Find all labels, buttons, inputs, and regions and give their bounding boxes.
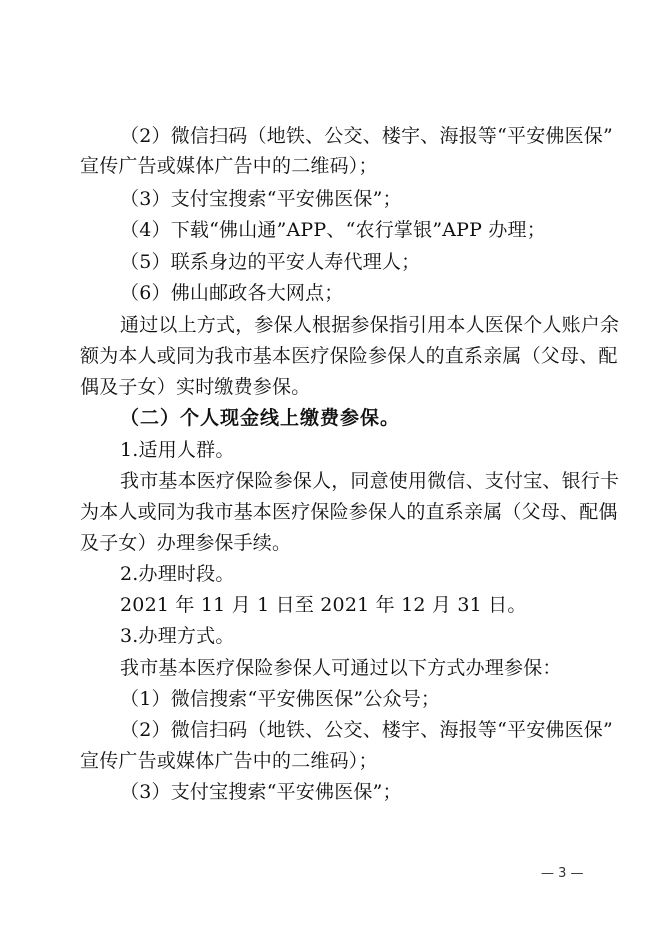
paragraph-line: （4）下载“佛山通”APP、“农行掌银”APP 办理；	[120, 219, 546, 241]
paragraph-line: 2021 年 11 月 1 日至 2021 年 12 月 31 日。	[120, 594, 527, 616]
section-heading: （二）个人现金线上缴费参保。	[120, 407, 401, 429]
subheading: 3.办理方式。	[120, 625, 235, 647]
paragraph-line: 偶及子女）实时缴费参保。	[80, 376, 311, 398]
paragraph-line: （1）微信搜索“平安佛医保”公众号；	[120, 688, 441, 710]
subheading: 2.办理时段。	[120, 563, 235, 585]
paragraph-line: 通过以上方式，参保人根据参保指引用本人医保个人账户余	[120, 314, 620, 336]
paragraph-line: （5）联系身边的平安人寿代理人；	[120, 251, 421, 273]
paragraph-line: 宣传广告或媒体广告中的二维码）；	[80, 750, 378, 772]
paragraph-line: 我市基本医疗保险参保人可通过以下方式办理参保：	[120, 657, 562, 679]
paragraph-line: （3）支付宝搜索“平安佛医保”；	[120, 781, 402, 803]
paragraph-line: 为本人或同为我市基本医疗保险参保人的直系亲属（父母、配偶	[80, 501, 618, 523]
paragraph-line: 额为本人或同为我市基本医疗保险参保人的直系亲属（父母、配	[80, 345, 618, 367]
paragraph-line: （3）支付宝搜索“平安佛医保”；	[120, 188, 402, 210]
paragraph-line: （2）微信扫码（地铁、公交、楼宇、海报等“平安佛医保”	[120, 719, 613, 741]
paragraph-line: 我市基本医疗保险参保人，同意使用微信、支付宝、银行卡	[120, 470, 620, 492]
paragraph-line: （6）佛山邮政各大网点；	[120, 282, 344, 304]
subheading: 1.适用人群。	[120, 439, 235, 461]
paragraph-line: 及子女）办理参保手续。	[80, 532, 292, 554]
page-number: — 3 —	[541, 866, 584, 881]
paragraph-line: 宣传广告或媒体广告中的二维码）；	[80, 155, 378, 177]
paragraph-line: （2）微信扫码（地铁、公交、楼宇、海报等“平安佛医保”	[120, 125, 613, 147]
